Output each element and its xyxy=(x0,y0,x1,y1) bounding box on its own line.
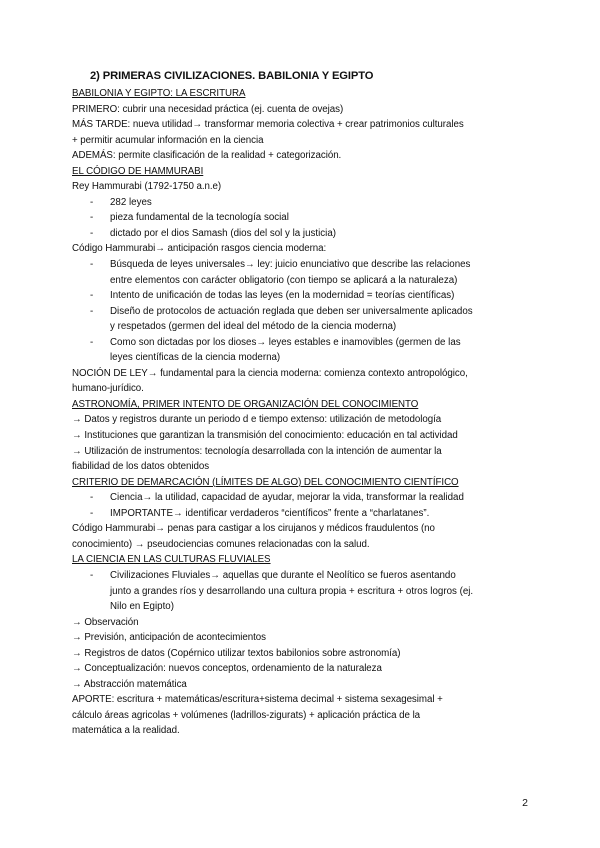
text-line: PRIMERO: cubrir una necesidad práctica (ej. cuenta de ovejas) xyxy=(72,103,344,115)
arrow-line: → Utilización de instrumentos: tecnología desarrollada con la intención de aumentar la xyxy=(72,445,442,457)
text-line: Rey Hammurabi (1792-1750 a.n.e) xyxy=(72,181,222,193)
bullet-item: - Intento de unificación de todas las leyes (en la modernidad = teorías científicas) xyxy=(90,290,455,302)
text-line: NOCIÓN DE LEY→ fundamental para la ciencia moderna: comienza contexto antropológico, xyxy=(72,367,468,379)
bullet-item: - Como son dictadas por los dioses→ leyes estables e inamovibles (germen de las leyes científicas de la ciencia moderna) xyxy=(90,336,461,364)
text-line: conocimiento) → pseudociencias comunes relacionadas con la salud. xyxy=(72,538,370,550)
page-number: 2 xyxy=(522,797,528,809)
arrow-line: → Instituciones que garantizan la transmisión del conocimiento: educación en tal actividad xyxy=(72,430,458,442)
bullet-item: - 282 leyes xyxy=(90,196,152,208)
bullet-item: - Ciencia→ la utilidad, capacidad de ayudar, mejorar la vida, transformar la realidad xyxy=(90,492,464,504)
arrow-line: → Conceptualización: nuevos conceptos, ordenamiento de la naturaleza xyxy=(72,663,382,675)
bullet-item: - IMPORTANTE→ identificar verdaderos “científicos” frente a “charlatanes”. xyxy=(90,507,430,519)
arrow-line: → Datos y registros durante un periodo d e tiempo extenso: utilización de metodología xyxy=(72,414,442,426)
arrow-line: → Abstracción matemática xyxy=(72,678,187,690)
text-line: ADEMÁS: permite clasificación de la realidad + categorización. xyxy=(72,150,342,162)
bullet-item: - dictado por el dios Samash (dios del sol y la justicia) xyxy=(90,227,336,239)
arrow-line: → Observación xyxy=(72,616,139,628)
text-line: + permitir acumular información en la ciencia xyxy=(72,134,264,146)
arrow-line: → Registros de datos (Copérnico utilizar textos babilonios sobre astronomía) xyxy=(72,647,401,659)
heading-codigo-hammurabi: EL CÓDIGO DE HAMMURABI xyxy=(72,165,204,177)
text-line: cálculo áreas agricolas + volúmenes (ladrillos-zigurats) + aplicación práctica de la xyxy=(72,709,421,721)
heading-astronomia: ASTRONOMÍA, PRIMER INTENTO DE ORGANIZACIÓN DEL CONOCIMIENTO xyxy=(72,398,419,410)
text-line: humano-jurídico. xyxy=(72,383,144,395)
heading-babilonia-egipto: BABILONIA Y EGIPTO: LA ESCRITURA xyxy=(72,88,246,99)
text-line: matemática a la realidad. xyxy=(72,725,180,737)
bullet-item: - pieza fundamental de la tecnología social xyxy=(90,212,289,224)
arrow-line: → Previsión, anticipación de acontecimientos xyxy=(72,632,266,644)
text-line: fiabilidad de los datos obtenidos xyxy=(72,461,210,473)
section-title: 2) PRIMERAS CIVILIZACIONES. BABILONIA Y EGIPTO xyxy=(90,70,374,82)
bullet-item: - Búsqueda de leyes universales→ ley: juicio enunciativo que describe las relaciones entre elementos con carácter obligatorio (con tiempo se aplicará a la naturaleza) xyxy=(90,259,471,286)
heading-criterio-demarcacion: CRITERIO DE DEMARCACIÓN (LÍMITES DE ALGO) DEL CONOCIMIENTO CIENTÍFICO xyxy=(72,476,459,488)
text-line: Código Hammurabi→ anticipación rasgos ciencia moderna: xyxy=(72,243,327,255)
bullet-item: - Diseño de protocolos de actuación reglada que deben ser universalmente aplicados y respetados (germen del ideal del método de la ciencia moderna) xyxy=(90,305,473,333)
text-line: MÁS TARDE: nueva utilidad→ transformar memoria colectiva + crear patrimonios culturales xyxy=(72,119,464,131)
bullet-item: - Civilizaciones Fluviales→ aquellas que durante el Neolítico se fueros asentando junto a grandes ríos y desarrollando una cultura propia + escritura + otros logros (ej. Nilo en Egipto) xyxy=(90,569,474,613)
text-line: Código Hammurabi→ penas para castigar a los cirujanos y médicos fraudulentos (no xyxy=(72,523,435,535)
heading-culturas-fluviales: LA CIENCIA EN LAS CULTURAS FLUVIALES xyxy=(72,554,271,566)
document-page xyxy=(72,68,529,739)
text-line: APORTE: escritura + matemáticas/escritura+sistema decimal + sistema sexagesimal + xyxy=(72,694,443,706)
